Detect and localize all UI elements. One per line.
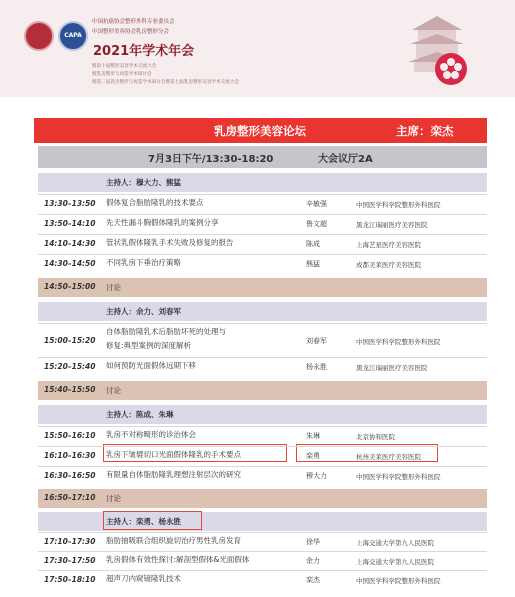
conference-header xyxy=(0,0,515,97)
talk-time: 15:00–15:20 xyxy=(44,336,96,345)
row-divider xyxy=(38,357,487,358)
row-divider xyxy=(38,570,487,571)
row-divider xyxy=(38,214,487,215)
talk-institution: 上海交通大学第九人民医院 xyxy=(356,539,434,547)
discussion-bar xyxy=(38,489,487,508)
host-bar xyxy=(38,405,487,424)
row-divider xyxy=(38,551,487,552)
talk-institution: 上海艺星医疗美容医院 xyxy=(356,241,421,249)
row-divider xyxy=(38,254,487,255)
discussion-bar xyxy=(38,278,487,297)
talk-topic: 超声刀内窥镜隆乳技术 xyxy=(106,574,181,583)
talk-institution: 中国医学科学院整形外科医院 xyxy=(356,338,441,346)
talk-speaker: 辛敏强 xyxy=(306,200,327,208)
host-bar xyxy=(38,173,487,192)
talk-speaker: 杨永胜 xyxy=(306,363,327,371)
discussion-time: 15:40–15:50 xyxy=(44,385,96,394)
highlight-host-box xyxy=(103,511,202,530)
session-venue: 大会议厅2A xyxy=(318,154,373,165)
talk-topic: 管状乳假体隆乳手术失败及修复的报告 xyxy=(106,238,234,247)
talk-topic-line-2: 修复:典型案例的深度解析 xyxy=(106,341,192,350)
discussion-label: 讨论 xyxy=(106,283,121,292)
forum-title-bar xyxy=(34,118,487,143)
talk-time: 17:10–17:30 xyxy=(44,537,96,546)
sub-line-1: 暨第十届整形美容学术交流大会 xyxy=(92,64,157,69)
sub-line-2: 暨乳房整形与再造学术研讨会 xyxy=(92,72,152,77)
plum-blossom-icon xyxy=(434,52,468,86)
row-divider xyxy=(38,234,487,235)
association-logo xyxy=(24,21,54,51)
talk-institution: 黑龙江瑞丽医疗美容医院 xyxy=(356,221,428,229)
talk-institution: 上海交通大学第九人民医院 xyxy=(356,558,434,566)
host-text: 主持人：陈成、朱琳 xyxy=(106,410,174,419)
discussion-time: 16:50–17:10 xyxy=(44,493,96,502)
talk-speaker: 栾杰 xyxy=(306,576,320,584)
host-text: 主持人：穆大力、熊猛 xyxy=(106,178,181,187)
talk-topic: 脂肪抽吸联合组织旋切治疗男性乳房发育 xyxy=(106,536,241,545)
discussion-label: 讨论 xyxy=(106,494,121,503)
talk-speaker: 刘春军 xyxy=(306,337,327,345)
discussion-time: 14:50–15:00 xyxy=(44,282,96,291)
talk-topic: 假体复合脂肪隆乳的技术要点 xyxy=(106,198,204,207)
talk-speaker: 熊猛 xyxy=(306,260,320,268)
row-divider xyxy=(38,194,487,195)
row-divider xyxy=(38,323,487,324)
conference-title: 2021年学术年会 xyxy=(93,44,195,59)
session-time: 7月3日下午/13:30-18:20 xyxy=(148,154,274,165)
talk-time: 17:30–17:50 xyxy=(44,556,96,565)
forum-title: 乳房整形美容论坛 xyxy=(214,124,306,138)
talk-time: 13:30–13:50 xyxy=(44,199,96,208)
talk-topic: 乳房不对称畸形的诊治体会 xyxy=(106,430,196,439)
talk-speaker: 穆大力 xyxy=(306,472,327,480)
talk-speaker: 栾勇 xyxy=(306,452,320,460)
talk-speaker: 朱琳 xyxy=(306,432,320,440)
talk-institution: 北京协和医院 xyxy=(356,433,395,441)
talk-time: 15:50–16:10 xyxy=(44,431,96,440)
talk-institution: 中国医学科学院整形外科医院 xyxy=(356,473,441,481)
row-divider xyxy=(38,446,487,447)
talk-time: 15:20–15:40 xyxy=(44,362,96,371)
discussion-bar xyxy=(38,381,487,400)
capa-logo-text: CAPA xyxy=(64,32,82,39)
capa-logo xyxy=(58,21,88,51)
host-bar xyxy=(38,302,487,321)
talk-topic: 乳房下皱襞切口光面假体隆乳的手术要点 xyxy=(106,450,241,459)
talk-institution: 成都美莱医疗美容医院 xyxy=(356,261,421,269)
forum-chair: 主席：栾杰 xyxy=(396,124,454,138)
org-line-1: 中国抗癌协会整形外科专业委员会 xyxy=(92,19,175,25)
talk-speaker: 陈成 xyxy=(306,240,320,248)
talk-topic: 先天性漏斗胸假体隆乳的案例分享 xyxy=(106,218,219,227)
talk-topic: 不同乳房下垂治疗策略 xyxy=(106,258,181,267)
host-text: 主持人：栾勇、杨永胜 xyxy=(106,517,181,526)
host-text: 主持人：余力、刘春军 xyxy=(106,307,181,316)
sub-line-3: 暨第三届乳房整形与再造学术研讨会暨第七届乳房整形美容学术交流大会 xyxy=(92,80,240,85)
talk-time: 14:30–14:50 xyxy=(44,259,96,268)
talk-topic-line-1: 自体脂肪隆乳术后脂肪坏死的处理与 xyxy=(106,327,226,336)
talk-institution: 中国医学科学院整形外科医院 xyxy=(356,577,441,585)
talk-time: 13:50–14:10 xyxy=(44,219,96,228)
talk-institution: 中国医学科学院整形外科医院 xyxy=(356,201,441,209)
talk-institution: 杭州美莱医疗美容医院 xyxy=(356,453,421,461)
session-time-bar xyxy=(38,146,487,168)
talk-topic: 有限量自体脂肪隆乳理想注射层次的研究 xyxy=(106,470,241,479)
talk-time: 14:10–14:30 xyxy=(44,239,96,248)
row-divider xyxy=(38,426,487,427)
talk-speaker: 徐华 xyxy=(306,538,320,546)
row-divider xyxy=(38,466,487,467)
talk-time: 16:30–16:50 xyxy=(44,471,96,480)
talk-speaker: 余力 xyxy=(306,557,320,565)
row-divider xyxy=(38,532,487,533)
discussion-label: 讨论 xyxy=(106,386,121,395)
talk-topic: 如何预防光面假体远期下移 xyxy=(106,361,196,370)
talk-institution: 黑龙江瑞丽医疗美容医院 xyxy=(356,364,428,372)
talk-time: 17:50–18:10 xyxy=(44,575,96,584)
talk-speaker: 鲁文超 xyxy=(306,220,327,228)
talk-time: 16:10–16:30 xyxy=(44,451,96,460)
talk-topic: 乳房假体有效性探讨:解剖型假体&光面假体 xyxy=(106,555,250,564)
org-line-2: 中国整形美容协会乳房整形分会 xyxy=(92,29,170,35)
